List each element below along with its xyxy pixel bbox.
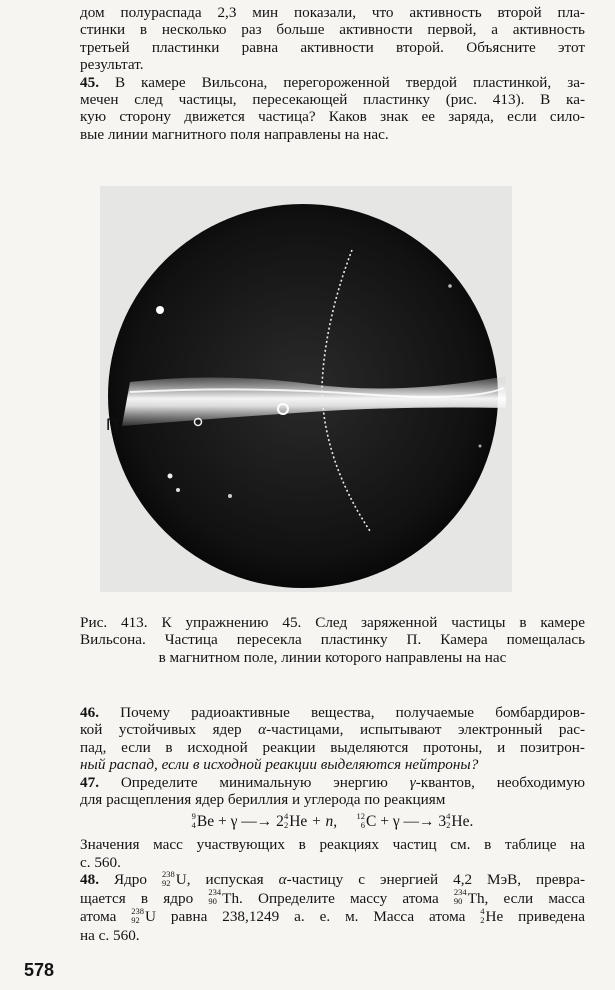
- problem-47-number: 47.: [80, 773, 99, 791]
- droplet: [479, 445, 482, 448]
- atomic-number: 4: [191, 819, 196, 830]
- reaction-part: + γ —→ 3: [380, 813, 447, 831]
- droplet: [156, 306, 164, 314]
- element-symbol: He: [485, 908, 504, 926]
- problem-48-line: [80, 868, 585, 890]
- text-run: Почему радиоактивные вещества, получаемые бомбардиров-: [120, 704, 586, 721]
- text-line: мечен след частицы, пересекающей пластинку (рис. 413). В ка-: [80, 91, 585, 109]
- text-run: , если масса: [484, 889, 585, 907]
- text-run: -частицу с энергией 4,2 МэВ, превра-: [286, 871, 585, 889]
- problem-46-number: 46.: [80, 704, 99, 721]
- reaction-equations: [80, 810, 585, 834]
- text-line: на с. 560.: [80, 926, 140, 944]
- droplet: [448, 284, 452, 288]
- atomic-number: 92: [131, 914, 140, 925]
- isotope-index: [162, 870, 175, 888]
- isotope-index: [356, 812, 365, 830]
- isotope-index: [284, 812, 288, 830]
- alpha-symbol: α: [278, 871, 287, 889]
- mass-number: 9: [191, 810, 196, 821]
- text-line: [80, 887, 585, 909]
- element-symbol: U: [145, 908, 156, 926]
- text-line: для расщепления ядер бериллия и углерода по реакциям: [80, 791, 446, 809]
- atomic-number: 90: [453, 896, 463, 907]
- cloud-chamber-photo: [100, 186, 512, 592]
- mass-number: 12: [356, 810, 365, 821]
- bottom-text-block: [80, 704, 585, 944]
- text-run: Ядро: [113, 871, 162, 889]
- text-line: третьей пластинки равна активности второй. Объясните этот: [80, 38, 585, 56]
- mass-number: 4: [446, 810, 451, 821]
- text-line: [80, 905, 585, 927]
- problem-45-number: 45.: [80, 73, 99, 91]
- text-run: равна 238,1249 а. е. м. Масса атома: [156, 908, 481, 926]
- element-symbol: Th: [467, 889, 485, 907]
- isotope-index: [480, 907, 484, 925]
- reaction-part: + γ —→ 2: [217, 813, 284, 831]
- text-line: с. 560.: [80, 853, 121, 871]
- mass-number: 238: [131, 905, 145, 916]
- element-symbol: He: [289, 813, 308, 831]
- atomic-number: 6: [360, 819, 365, 830]
- text-line: стинки в несколько раз больше активности первой, а активность: [80, 21, 585, 39]
- droplet: [168, 474, 173, 479]
- element-symbol: U: [175, 871, 187, 889]
- text-run: атома: [80, 908, 132, 926]
- text-line: результат.: [80, 56, 144, 74]
- text-run: Определите минимальную энергию: [120, 773, 410, 791]
- gamma-symbol: γ: [409, 773, 416, 791]
- text-line: пад, если в исходной реакции выделяются протоны, и позитрон-: [80, 738, 585, 756]
- atomic-number: 2: [480, 914, 485, 925]
- text-run: , испуская: [186, 871, 279, 889]
- problem-47-line: [80, 774, 585, 791]
- problem-45-line: [80, 74, 585, 91]
- element-symbol: He.: [451, 813, 474, 831]
- text-line: Значения масс участвующих в реакциях частиц см. в таблице на: [80, 836, 585, 854]
- droplet: [176, 488, 180, 492]
- element-symbol: Be: [196, 813, 215, 831]
- text-line: [80, 721, 585, 738]
- atomic-number: 2: [446, 819, 451, 830]
- problem-48-number: 48.: [80, 871, 99, 889]
- text-run: -квантов, необходимую: [415, 773, 585, 791]
- droplet: [228, 494, 232, 498]
- atomic-number: 2: [283, 819, 289, 830]
- top-text-block: [80, 4, 585, 143]
- element-symbol: C: [365, 813, 377, 831]
- mass-number: 234: [208, 887, 222, 898]
- text-line: ный распад, если в исходной реакции выделяются нейтроны?: [80, 756, 479, 774]
- text-run: кой устойчивых ядер: [80, 721, 259, 739]
- isotope-index: [192, 812, 196, 830]
- atomic-number: 92: [161, 877, 171, 888]
- page-number: 578: [24, 960, 55, 980]
- alpha-symbol: α: [258, 721, 267, 739]
- mass-number: 238: [161, 868, 175, 879]
- atomic-number: 90: [208, 896, 217, 907]
- text-line: дом полураспада 2,3 мин показали, что активность второй пла-: [80, 4, 585, 21]
- mass-number: 4: [480, 905, 485, 916]
- mass-number: 234: [453, 887, 467, 898]
- isotope-index: [208, 888, 221, 906]
- isotope-index: [131, 907, 144, 925]
- caption-line: Вильсона. Частица пересекла пластинку П. Камера помещалась: [80, 631, 585, 649]
- caption-line: Рис. 413. К упражнению 45. След заряженной частицы в камере: [80, 614, 585, 631]
- text-run: щается в ядро: [80, 889, 209, 907]
- plate-label: П: [106, 415, 119, 434]
- figure-caption: [80, 614, 585, 666]
- reaction-part: + n,: [311, 813, 338, 831]
- text-line: кую сторону движется частица? Каков знак ее заряда, если сило-: [80, 108, 585, 126]
- mass-number: 4: [283, 810, 289, 821]
- problem-46-line: [80, 704, 585, 721]
- isotope-index: [454, 888, 467, 906]
- problem-45-text: В камере Вильсона, перегороженной твердой пластинкой, за-: [114, 73, 585, 91]
- text-run: приведена: [503, 908, 585, 926]
- text-line: вые линии магнитного поля направлены на нас.: [80, 125, 389, 143]
- text-run: . Определите массу атома: [239, 889, 454, 907]
- element-symbol: Th: [222, 889, 240, 907]
- isotope-index: [446, 812, 450, 830]
- text-run: -частицами, испытывают электронный рас-: [266, 721, 586, 739]
- caption-line: в магнитном поле, линии которого направлены на нас: [158, 648, 507, 666]
